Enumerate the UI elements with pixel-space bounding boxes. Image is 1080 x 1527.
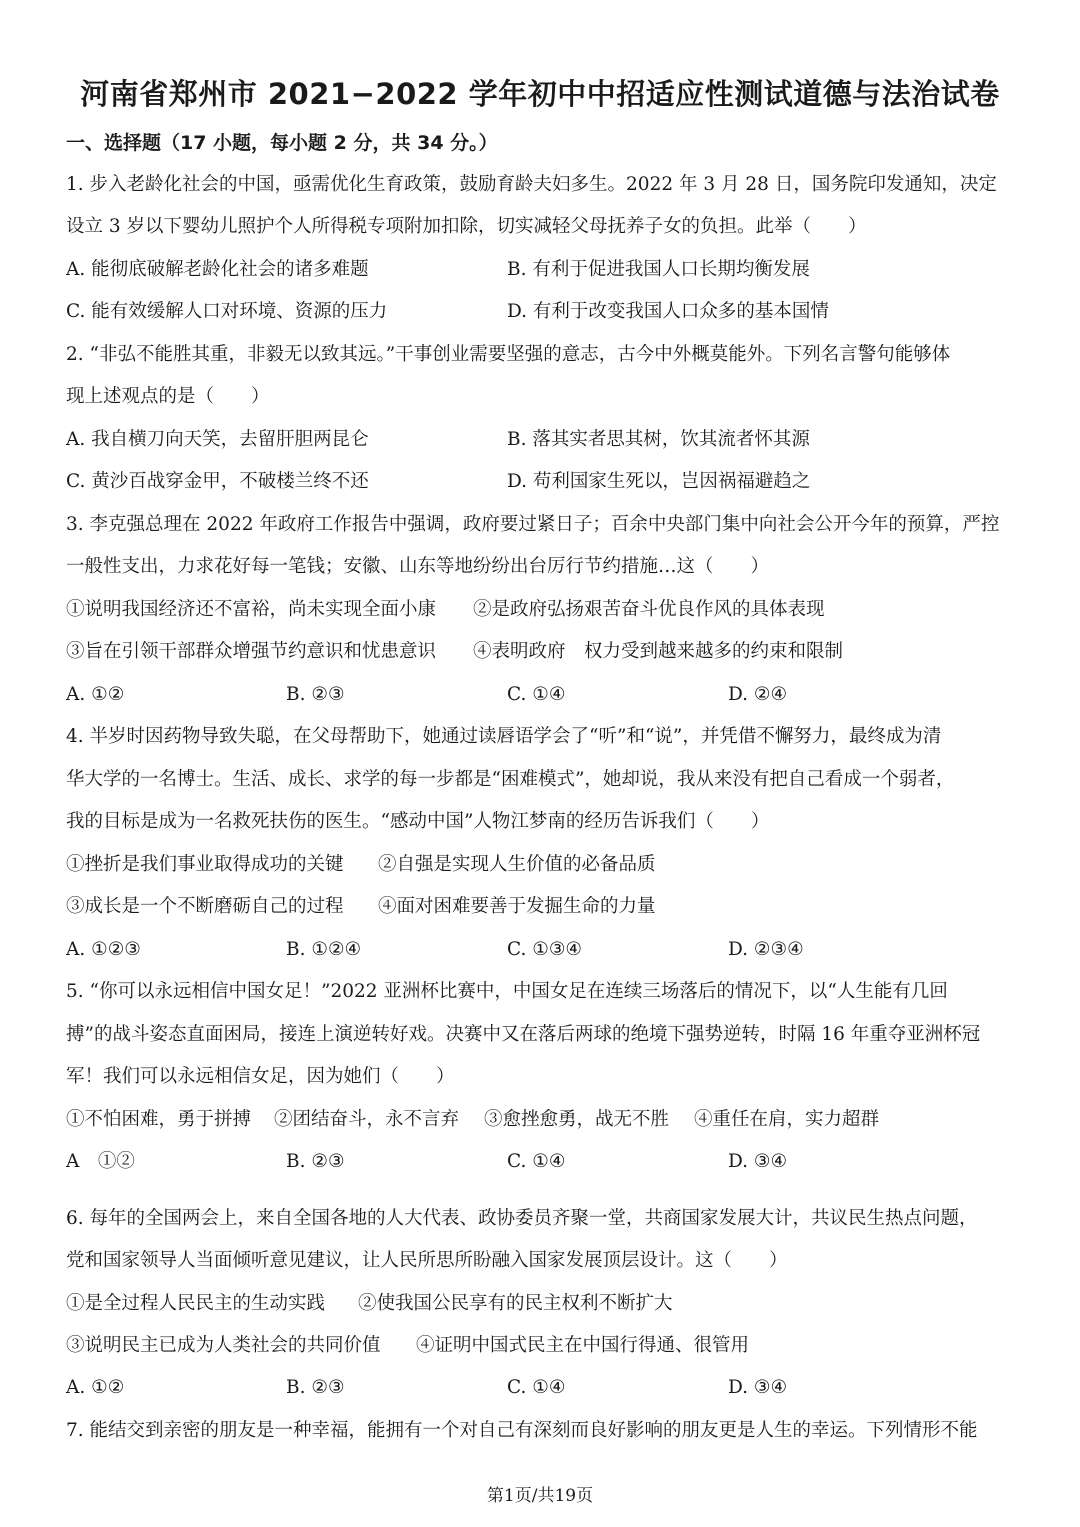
q5-stem-line3: 军！我们可以永远相信女足，因为她们（ ） xyxy=(66,1066,455,1087)
q5-option-c: C. ①④ xyxy=(507,1151,566,1172)
q5-option-d: D. ③④ xyxy=(728,1151,788,1172)
q3-option-d: D. ②④ xyxy=(728,684,788,705)
q4-statement-2: ②自强是实现人生价值的必备品质 xyxy=(378,854,656,875)
q6-statement-1: ①是全过程人民民主的生动实践 xyxy=(66,1293,326,1314)
q1-stem-line2: 设立 3 岁以下婴幼儿照护个人所得税专项附加扣除，切实减轻父母抚养子女的负担。此举（ ） xyxy=(66,216,867,237)
q3-stem-line2: 一般性支出，力求花好每一笔钱；安徽、山东等地纷纷出台厉行节约措施…这（ ） xyxy=(66,556,770,577)
q5-statement-3: ③愈挫愈勇，战无不胜 xyxy=(484,1109,670,1130)
q6-stem-line2: 党和国家领导人当面倾听意见建议，让人民所思所盼融入国家发展顶层设计。这（ ） xyxy=(66,1250,788,1271)
q5-option-b: B. ②③ xyxy=(286,1151,345,1172)
q4-statement-3: ③成长是一个不断磨砺自己的过程 xyxy=(66,896,344,917)
q2-option-a: A. 我自横刀向天笑，去留肝胆两昆仑 xyxy=(66,429,369,450)
q6-option-a: A. ①② xyxy=(66,1377,125,1398)
q4-stem-line2: 华大学的一名博士。生活、成长、求学的每一步都是“困难模式”，她却说，我从来没有把自己看成一个弱者， xyxy=(66,769,955,790)
q4-option-d: D. ②③④ xyxy=(728,939,804,960)
q3-statement-2: ②是政府弘扬艰苦奋斗优良作风的具体表现 xyxy=(473,599,825,620)
q5-option-a: A ①② xyxy=(66,1151,135,1172)
q6-stem-line1: 6. 每年的全国两会上，来自全国各地的人大代表、政协委员齐聚一堂，共商国家发展大计，共议民生热点问题， xyxy=(66,1208,978,1229)
q3-statement-4: ④表明政府 权力受到越来越多的约束和限制 xyxy=(473,641,844,662)
q5-stem-line2: 搏”的战斗姿态直面困局，接连上演逆转好戏。决赛中又在落后两球的绝境下强势逆转，时隔 16 年重夺亚洲杯冠 xyxy=(66,1024,981,1045)
q6-statement-4: ④证明中国式民主在中国行得通、很管用 xyxy=(416,1335,750,1356)
q3-statement-1: ①说明我国经济还不富裕，尚未实现全面小康 xyxy=(66,599,437,620)
q3-option-c: C. ①④ xyxy=(507,684,566,705)
q5-stem-line1: 5. “你可以永远相信中国女足！”2022 亚洲杯比赛中，中国女足在连续三场落后的情况下，以“人生能有几回 xyxy=(66,981,948,1002)
q2-option-d: D. 苟利国家生死以，岂因祸福避趋之 xyxy=(507,471,811,492)
q7-stem-line1: 7. 能结交到亲密的朋友是一种幸福，能拥有一个对自己有深刻而良好影响的朋友更是人生的幸运。下列情形不能 xyxy=(66,1420,978,1441)
q5-statement-2: ②团结奋斗，永不言弃 xyxy=(274,1109,460,1130)
q4-stem-line1: 4. 半岁时因药物导致失聪，在父母帮助下，她通过读唇语学会了“听”和“说”，并凭借不懈努力，最终成为清 xyxy=(66,726,942,747)
q1-option-c: C. 能有效缓解人口对环境、资源的压力 xyxy=(66,301,388,322)
q6-option-b: B. ②③ xyxy=(286,1377,345,1398)
q2-stem-line2: 现上述观点的是（ ） xyxy=(66,386,270,407)
page-number: 第1页/共19页 xyxy=(486,1486,594,1506)
q4-option-c: C. ①③④ xyxy=(507,939,583,960)
q4-option-b: B. ①②④ xyxy=(286,939,362,960)
q4-statement-4: ④面对困难要善于发掘生命的力量 xyxy=(378,896,656,917)
q1-stem-line1: 1. 步入老龄化社会的中国，亟需优化生育政策，鼓励育龄夫妇多生。2022 年 3 月 28 日，国务院印发通知，决定 xyxy=(66,174,997,195)
q4-option-a: A. ①②③ xyxy=(66,939,141,960)
document-title: 河南省郑州市 2021−2022 学年初中中招适应性测试道德与法治试卷 xyxy=(80,77,1000,111)
q4-stem-line3: 我的目标是成为一名救死扶伤的医生。“感动中国”人物江梦南的经历告诉我们（ ） xyxy=(66,811,770,832)
q1-option-a: A. 能彻底破解老龄化社会的诸多难题 xyxy=(66,259,369,280)
section-heading: 一、选择题（17 小题，每小题 2 分，共 34 分。） xyxy=(66,132,498,154)
q5-statement-1: ①不怕困难，勇于拼搏 xyxy=(66,1109,252,1130)
q5-statement-4: ④重任在肩，实力超群 xyxy=(694,1109,880,1130)
q1-option-b: B. 有利于促进我国人口长期均衡发展 xyxy=(507,259,810,280)
q6-statement-3: ③说明民主已成为人类社会的共同价值 xyxy=(66,1335,381,1356)
q1-option-d: D. 有利于改变我国人口众多的基本国情 xyxy=(507,301,829,322)
q3-option-a: A. ①② xyxy=(66,684,125,705)
q2-option-b: B. 落其实者思其树，饮其流者怀其源 xyxy=(507,429,810,450)
q3-stem-line1: 3. 李克强总理在 2022 年政府工作报告中强调，政府要过紧日子；百余中央部门集中向社会公开今年的预算，严控 xyxy=(66,514,1000,535)
q2-option-c: C. 黄沙百战穿金甲，不破楼兰终不还 xyxy=(66,471,369,492)
q3-statement-3: ③旨在引领干部群众增强节约意识和忧患意识 xyxy=(66,641,437,662)
q6-option-d: D. ③④ xyxy=(728,1377,788,1398)
q6-option-c: C. ①④ xyxy=(507,1377,566,1398)
q2-stem-line1: 2. “非弘不能胜其重，非毅无以致其远。”干事创业需要坚强的意志，古今中外概莫能外。下列名言警句能够体 xyxy=(66,344,951,365)
q3-option-b: B. ②③ xyxy=(286,684,345,705)
q6-statement-2: ②使我国公民享有的民主权利不断扩大 xyxy=(358,1293,673,1314)
q4-statement-1: ①挫折是我们事业取得成功的关键 xyxy=(66,854,344,875)
